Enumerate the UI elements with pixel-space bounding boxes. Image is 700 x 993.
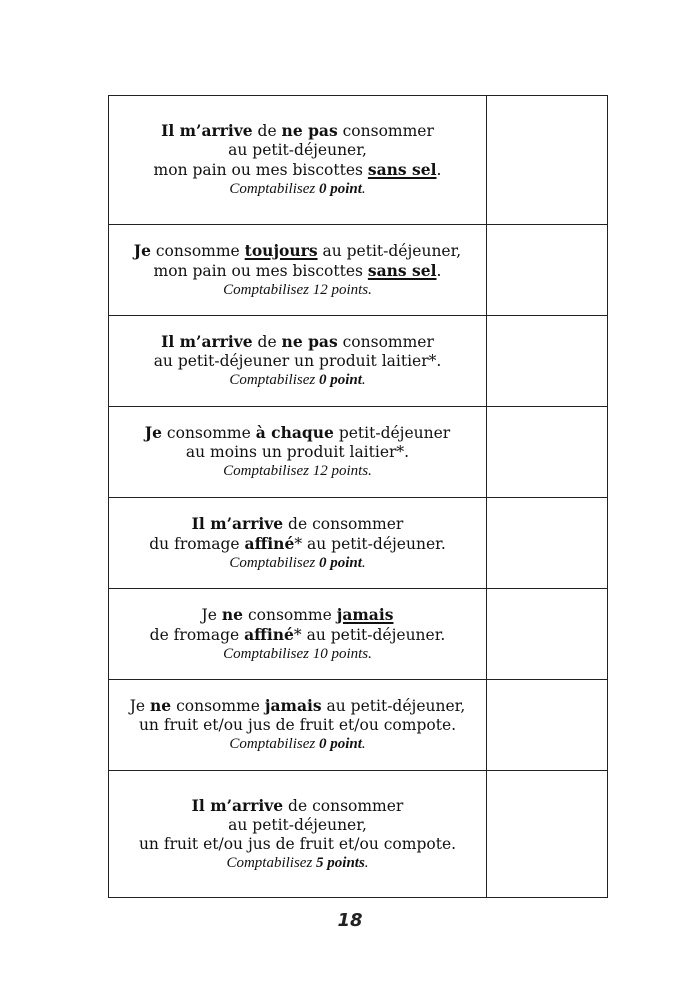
statement-line xyxy=(109,796,486,816)
score-note xyxy=(109,281,486,300)
statement-line xyxy=(109,625,486,645)
score-value: 0 point xyxy=(318,736,362,752)
score-prefix: Comptabilisez xyxy=(229,181,319,197)
score-prefix: Comptabilisez xyxy=(229,554,319,571)
statement-cell xyxy=(109,498,487,589)
bold-phrase: à chaque xyxy=(255,423,334,442)
statement-line: au moins un produit laitier*. xyxy=(185,443,410,461)
text: mon pain ou mes biscottes xyxy=(153,161,368,179)
score-note xyxy=(109,371,486,390)
text: de fromage xyxy=(149,625,245,644)
score-note xyxy=(109,645,486,664)
score-value: 5 points xyxy=(316,854,365,871)
text: de consommer xyxy=(283,796,404,815)
underlined-phrase: jamais xyxy=(336,604,394,624)
score-entry-box[interactable] xyxy=(487,589,608,680)
bold-phrase: Il m’arrive xyxy=(191,513,284,533)
bold-phrase: Il m’arrive xyxy=(161,121,253,140)
text: consommer xyxy=(337,122,434,140)
score-entry-box[interactable] xyxy=(487,680,608,771)
score-suffix: . xyxy=(368,281,372,298)
statement-line: au petit-déjeuner, xyxy=(228,815,367,834)
statement-cell xyxy=(109,407,487,498)
score-suffix: . xyxy=(361,736,366,752)
score-note xyxy=(109,462,486,481)
statement-cell xyxy=(109,96,487,225)
table-row xyxy=(109,589,608,680)
score-entry-box[interactable] xyxy=(487,225,608,316)
table-row xyxy=(109,498,608,589)
bold-phrase: Il m’arrive xyxy=(161,332,253,351)
score-prefix: Comptabilisez xyxy=(229,736,319,752)
bold-phrase: affiné xyxy=(244,533,295,553)
statement-line xyxy=(109,261,486,281)
score-entry-box[interactable] xyxy=(487,407,608,498)
bold-phrase: Je xyxy=(133,240,151,260)
bold-phrase: ne xyxy=(221,604,244,624)
bold-phrase: ne pas xyxy=(281,121,338,140)
statement-line xyxy=(109,534,486,554)
bold-phrase: Je xyxy=(144,423,162,442)
bold-phrase: affiné xyxy=(244,624,294,644)
table-row xyxy=(109,407,608,498)
score-value: 0 point xyxy=(318,554,362,571)
score-prefix: Comptabilisez 12 points xyxy=(223,281,369,298)
table-row xyxy=(109,316,608,407)
score-prefix: Comptabilisez xyxy=(229,372,319,388)
score-entry-box[interactable] xyxy=(487,771,608,898)
statement-line: au petit-déjeuner un produit laitier*. xyxy=(153,352,442,370)
statement-line xyxy=(109,423,486,443)
score-suffix: . xyxy=(361,372,366,388)
score-suffix: . xyxy=(368,645,372,662)
table-row xyxy=(109,96,608,225)
statement-cell xyxy=(109,771,487,898)
statement-line xyxy=(109,160,486,180)
text: . xyxy=(436,261,442,280)
score-suffix: . xyxy=(361,181,366,197)
statement-cell xyxy=(109,316,487,407)
score-entry-box[interactable] xyxy=(487,498,608,589)
statement-line xyxy=(109,241,486,261)
page-number: 18 xyxy=(337,910,363,931)
questionnaire-table xyxy=(108,95,608,898)
text: consomme xyxy=(162,424,256,442)
text: de xyxy=(252,122,282,140)
statement-line: un fruit et/ou jus de fruit et/ou compote. xyxy=(138,716,457,734)
statement-line: au petit-déjeuner, xyxy=(228,141,367,159)
score-note xyxy=(109,854,486,873)
text: Je xyxy=(129,697,151,715)
statement-line xyxy=(109,696,486,716)
text: * au petit-déjeuner. xyxy=(294,534,446,553)
score-suffix: . xyxy=(361,554,366,571)
text: au petit-déjeuner, xyxy=(321,697,466,715)
bold-phrase: Il m’arrive xyxy=(191,795,284,815)
score-prefix: Comptabilisez xyxy=(226,854,317,871)
text: mon pain ou mes biscottes xyxy=(153,261,368,280)
score-suffix: . xyxy=(364,854,369,871)
statement-cell xyxy=(109,589,487,680)
text: petit-déjeuner xyxy=(333,424,451,442)
text: consomme xyxy=(171,697,265,715)
underlined-phrase: sans sel xyxy=(367,260,437,280)
text: * au petit-déjeuner. xyxy=(293,625,446,644)
bold-phrase: ne xyxy=(150,696,172,715)
underlined-phrase: toujours xyxy=(244,240,318,260)
score-value: 0 point xyxy=(318,372,362,388)
table-row xyxy=(109,771,608,898)
score-prefix: Comptabilisez 12 points xyxy=(223,463,369,479)
statement-line: un fruit et/ou jus de fruit et/ou compote. xyxy=(138,834,457,853)
table-row xyxy=(109,225,608,316)
text: consomme xyxy=(150,241,245,260)
statement-cell xyxy=(109,225,487,316)
statement-line xyxy=(109,605,486,625)
score-value: 0 point xyxy=(318,181,362,197)
text: consommer xyxy=(337,333,434,351)
score-note xyxy=(109,735,486,754)
score-entry-box[interactable] xyxy=(487,316,608,407)
text: au petit-déjeuner, xyxy=(317,241,462,260)
text: . xyxy=(436,161,442,179)
score-suffix: . xyxy=(368,463,372,479)
table-row xyxy=(109,680,608,771)
score-note xyxy=(109,180,486,199)
text: Je xyxy=(201,605,222,624)
statement-line xyxy=(109,121,486,141)
statement-cell xyxy=(109,680,487,771)
bold-phrase: ne pas xyxy=(281,332,338,351)
text: de xyxy=(252,333,282,351)
underlined-phrase: sans sel xyxy=(367,160,437,179)
score-prefix: Comptabilisez 10 points xyxy=(223,645,369,662)
statement-line xyxy=(109,332,486,352)
text: consomme xyxy=(243,605,337,624)
statement-line xyxy=(109,514,486,534)
bold-phrase: jamais xyxy=(264,696,322,715)
text: du fromage xyxy=(149,534,245,553)
score-note xyxy=(109,554,486,573)
score-entry-box[interactable] xyxy=(487,96,608,225)
text: de consommer xyxy=(283,514,404,533)
